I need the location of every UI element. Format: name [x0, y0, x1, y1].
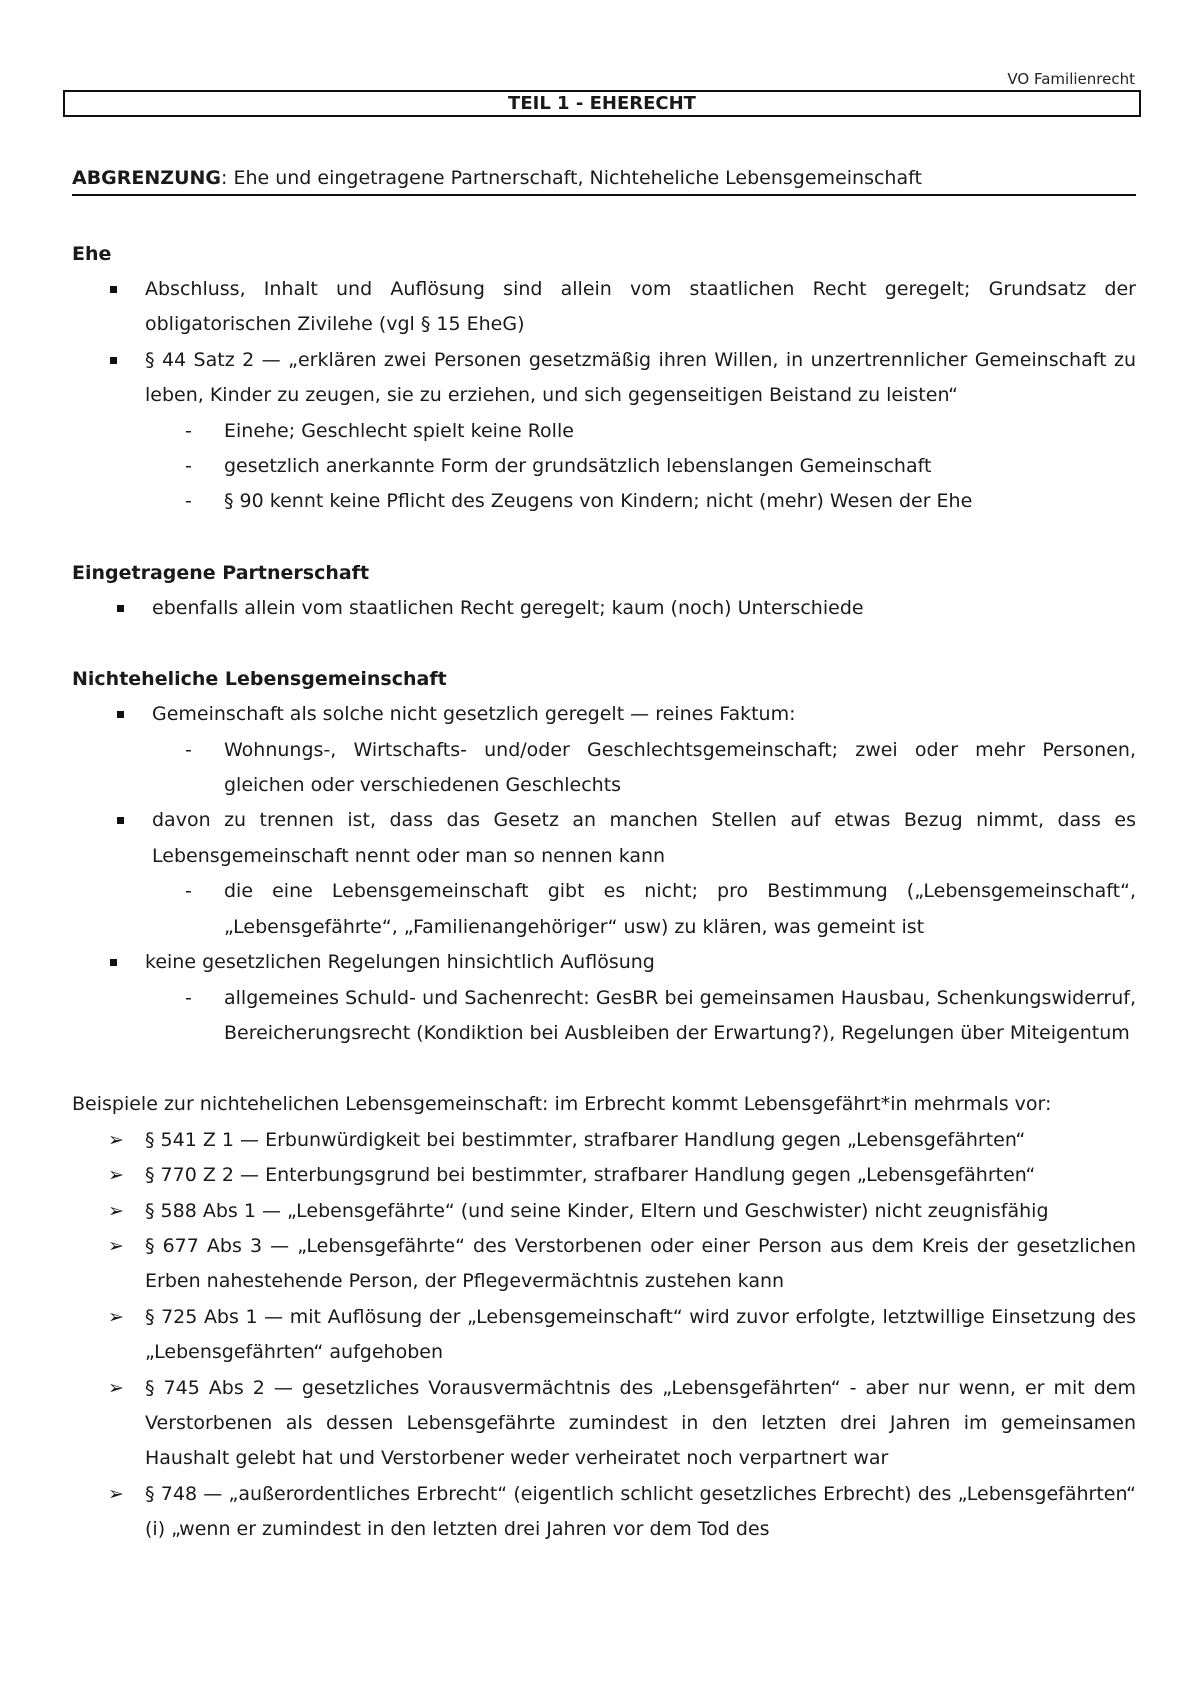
document-body — [72, 237, 1136, 1548]
list-item: keine gesetzlichen Regelungen hinsichtlich Auflösung — [72, 945, 1136, 980]
arrow-bullet-icon: ➢ — [108, 1199, 124, 1222]
arrow-bullet-icon: ➢ — [108, 1482, 124, 1505]
arrow-bullet-icon: ➢ — [108, 1164, 124, 1187]
list-item: ➢ § 725 Abs 1 — mit Auflösung der „Lebensgemeinschaft“ wird zuvor erfolgte, letztwillige Einsetzung des „Lebensgefährten“ aufgehoben — [72, 1300, 1136, 1371]
heading-nichteheliche-lebensgemeinschaft: Nichteheliche Lebensgemeinschaft — [72, 668, 447, 691]
section-title: TEIL 1 - EHERECHT — [63, 90, 1141, 117]
sub-list-item: - gesetzlich anerkannte Form der grundsätzlich lebenslangen Gemeinschaft — [72, 449, 1136, 484]
list-item: ➢ § 748 — „außerordentliches Erbrecht“ (eigentlich schlicht gesetzliches Erbrecht) des „Lebensgefährten“ (i) „wenn er zumindest in den letzten drei Jahren vor dem Tod des — [72, 1477, 1136, 1548]
list-item: ➢ § 588 Abs 1 — „Lebensgefährte“ (und seine Kinder, Eltern und Geschwister) nicht zeugnisfähig — [72, 1194, 1136, 1229]
dash-bullet: - — [185, 490, 192, 513]
abgrenzung-label: ABGRENZUNG — [72, 167, 221, 189]
running-header: VO Familienrecht — [1007, 70, 1135, 88]
square-bullet-icon — [117, 605, 124, 612]
sub-list-item: - § 90 kennt keine Pflicht des Zeugens von Kindern; nicht (mehr) Wesen der Ehe — [72, 484, 1136, 519]
list-item: ➢ § 541 Z 1 — Erbunwürdigkeit bei bestimmter, strafbarer Handlung gegen „Lebensgefährten“ — [72, 1123, 1136, 1158]
spacer — [72, 520, 1136, 556]
arrow-bullet-icon: ➢ — [108, 1128, 124, 1151]
spacer — [72, 626, 1136, 662]
sub-list-item: - allgemeines Schuld- und Sachenrecht: GesBR bei gemeinsamen Hausbau, Schenkungswiderruf, Bereicherungsrecht (Kondiktion bei Ausbleiben der Erwartung?), Regelungen über Miteigentum — [72, 981, 1136, 1052]
arrow-bullet-icon: ➢ — [108, 1234, 124, 1257]
list-item: Abschluss, Inhalt und Auflösung sind allein vom staatlichen Recht geregelt; Grundsatz der obligatorischen Zivilehe (vgl § 15 EheG) — [72, 272, 1136, 343]
beispiele-intro: Beispiele zur nichtehelichen Lebensgemeinschaft: im Erbrecht kommt Lebensgefährt*in mehrmals vor: — [72, 1093, 1052, 1116]
abgrenzung-line — [72, 166, 1136, 196]
arrow-bullet-icon: ➢ — [108, 1305, 124, 1328]
list-item: § 44 Satz 2 — „erklären zwei Personen gesetzmäßig ihren Willen, in unzertrennlicher Gemeinschaft zu leben, Kinder zu zeugen, sie zu erziehen, und sich gegenseitigen Beistand zu leisten“ — [72, 343, 1136, 414]
square-bullet-icon — [110, 286, 117, 293]
square-bullet-icon — [117, 711, 124, 718]
dash-bullet: - — [185, 986, 192, 1009]
sub-list-item: - die eine Lebensgemeinschaft gibt es nicht; pro Bestimmung („Lebensgemeinschaft“, „Lebensgefährte“, „Familienangehöriger“ usw) zu klären, was gemeint ist — [72, 874, 1136, 945]
heading-eingetragene-partnerschaft: Eingetragene Partnerschaft — [72, 561, 370, 584]
heading-ehe: Ehe — [72, 243, 112, 265]
arrow-bullet-icon: ➢ — [108, 1376, 124, 1399]
spacer — [72, 1051, 1136, 1087]
list-item: ➢ § 770 Z 2 — Enterbungsgrund bei bestimmter, strafbarer Handlung gegen „Lebensgefährten“ — [72, 1158, 1136, 1193]
square-bullet-icon — [117, 817, 124, 824]
abgrenzung-text: : Ehe und eingetragene Partnerschaft, Nichteheliche Lebensgemeinschaft — [221, 167, 922, 189]
list-item: ebenfalls allein vom staatlichen Recht geregelt; kaum (noch) Unterschiede — [72, 591, 1136, 626]
dash-bullet: - — [185, 738, 192, 761]
list-item: davon zu trennen ist, dass das Gesetz an manchen Stellen auf etwas Bezug nimmt, dass es Lebensgemeinschaft nennt oder man so nennen kann — [72, 803, 1136, 874]
list-item: ➢ § 745 Abs 2 — gesetzliches Vorausvermächtnis des „Lebensgefährten“ - aber nur wenn, er mit dem Verstorbenen als dessen Lebensgefährte zumindest in den letzten drei Jahren im gemeinsamen Haushalt gelebt hat und Verstorbener weder verheiratet noch verpartnert war — [72, 1371, 1136, 1477]
beispiele-list — [72, 1123, 1136, 1548]
list-item: ➢ § 677 Abs 3 — „Lebensgefährte“ des Verstorbenen oder einer Person aus dem Kreis der gesetzlichen Erben nahestehende Person, der Pflegevermächtnis zustehen kann — [72, 1229, 1136, 1300]
dash-bullet: - — [185, 880, 192, 903]
square-bullet-icon — [110, 959, 117, 966]
dash-bullet: - — [185, 419, 192, 442]
dash-bullet: - — [185, 455, 192, 478]
sub-list-item: - Wohnungs-, Wirtschafts- und/oder Geschlechtsgemeinschaft; zwei oder mehr Personen, gleichen oder verschiedenen Geschlechts — [72, 733, 1136, 804]
sub-list-item: - Einehe; Geschlecht spielt keine Rolle — [72, 414, 1136, 449]
square-bullet-icon — [110, 357, 117, 364]
list-item: Gemeinschaft als solche nicht gesetzlich geregelt — reines Faktum: — [72, 697, 1136, 732]
